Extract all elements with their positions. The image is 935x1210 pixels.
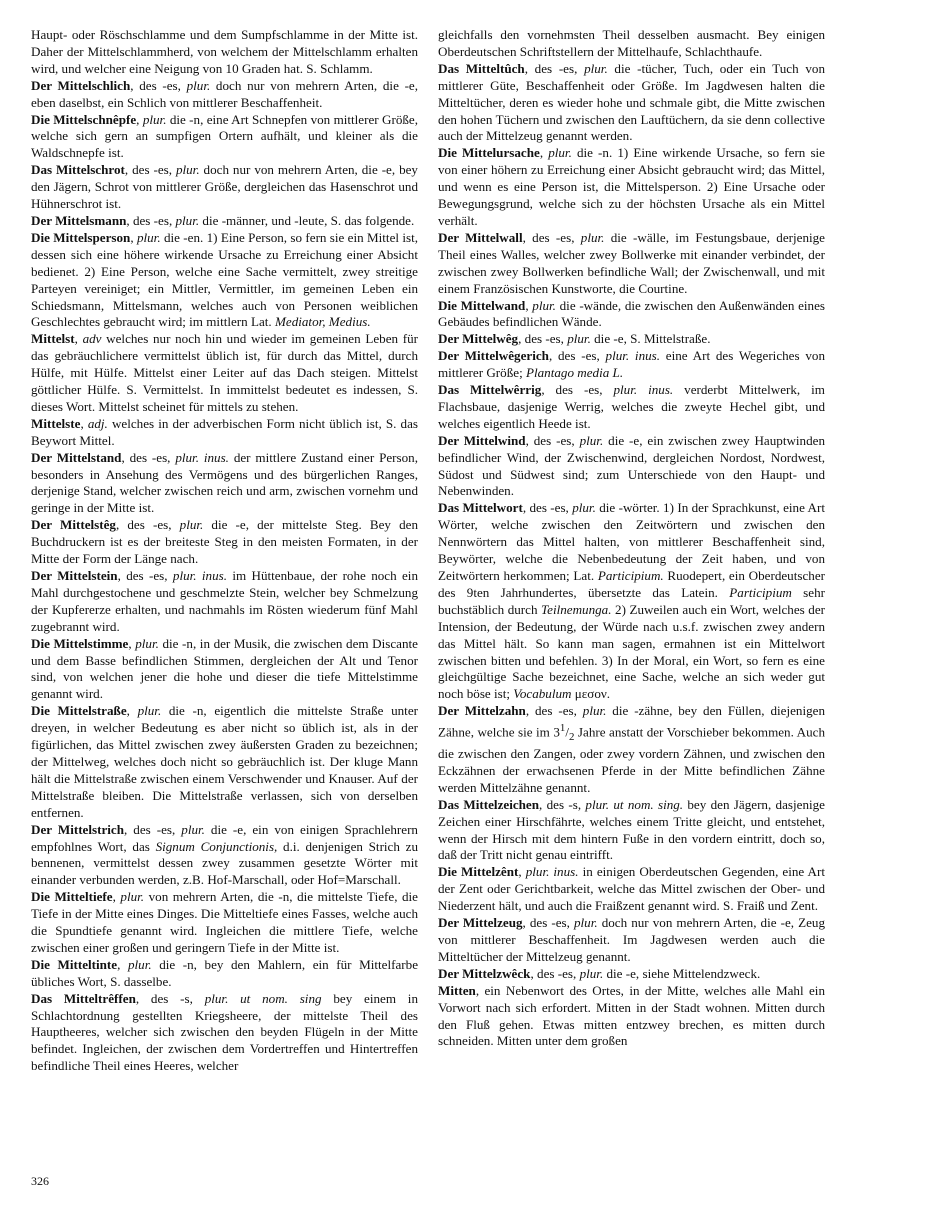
entry-text: die -e, ein zwischen zwey Hauptwinden befindlicher Wind, der Zwischenwind, dergleichen Nordost, Nordwest, Südost und Südwest sind; zum Unterschiede von den Haupt- und Nebenwinden. — [438, 432, 825, 499]
entry-text: , des -s, — [539, 796, 586, 812]
entry-text: , des -es, — [524, 60, 585, 76]
dictionary-entry — [438, 27, 825, 61]
entry-text: , — [525, 297, 533, 313]
entry-text: , des -es, — [522, 915, 574, 931]
entry-headword: Das Mittelzeichen — [438, 796, 540, 812]
entry-text: d.i. denjenigen Strich zu bennenen, vermittelst dessen zwey zusammen gesetzte Wörter mit einander verbunden werden, z.B. Hof-Marschall, oder Hof=Marschall. — [31, 838, 418, 888]
entry-italic-text: plur. — [548, 145, 572, 161]
entry-headword: Der Mittelzahn — [438, 703, 526, 719]
entry-headword: Der Mittelstand — [31, 449, 122, 465]
entry-italic-text: plur. — [136, 229, 161, 245]
dictionary-entry — [31, 889, 418, 957]
entry-text: , des -es, — [130, 77, 187, 93]
entry-italic-text: adj. — [87, 415, 108, 431]
entry-headword: Die Mittelwand — [438, 297, 526, 313]
entry-headword: Das Mittelschrot — [31, 162, 125, 178]
entry-text: , des -es, — [548, 348, 606, 364]
entry-headword: Die Mittelursache — [438, 145, 540, 161]
entry-text: 2 — [569, 731, 575, 744]
entry-text: , des -s, — [135, 990, 205, 1006]
entry-text: , ein Nebenwort des Ortes, in der Mitte, welches alle Mahl ein Vorwort nach sich erfordert. Mitten in der Stadt wohnen. Mitten durch den Fluß gehen. Etwas mitten entzwey brechen, es mitten durch schneiden. Mitten unter dem großen — [438, 982, 825, 1049]
dictionary-entry — [31, 568, 418, 636]
entry-text: , — [539, 145, 549, 161]
entry-text: die -n. 1) Eine wirkende Ursache, so fern sie von einer höhern zu Erreichung einer Absicht gebraucht wird; das Mittel, und wenn es eine Person ist, die Mittelsperson. 2) Eine Ursache oder Bewegungsgrund, welche sich zu der höchsten Ursache als ein Mittel verhält. — [438, 145, 825, 228]
entry-text: der mittlere Zustand einer Person, besonders in Ansehung des Vermögens und des bürgerlichen Ranges, derjenige Stand, welcher zwischen reich und arm, zwischen vornehm und geringe in der Mitte ist. — [31, 449, 418, 516]
entry-italic-text: plur. — [186, 77, 211, 93]
entry-italic-text: adv — [82, 331, 102, 347]
entry-text: von mehrern Arten, die -n, die mittelste Tiefe, die Tiefe in der Mitte eines Dinges. Die Mitteltiefe eines Fasses, welche auch die Spundtiefe genannt wird. Ingleichen die mittlere Tiefe, welche zwischen einer großen und geringern Tiefe in der Mitte ist. — [31, 889, 418, 955]
entry-italic-text: plur. — [127, 956, 152, 972]
entry-italic-text: plur. inus. — [605, 348, 661, 364]
left-column — [31, 27, 418, 1075]
entry-text: μεσον. — [571, 686, 611, 702]
entry-text: die -wälle, im Festungsbaue, derjenige Theil eines Walles, welcher zwey Bollwerke mit einander verbindet, der zwischen zwey Bollwerken befindliche Wall; der Zwischenwall, und mit einem Französischen Kunstworte, die Courtine. — [438, 229, 825, 296]
entry-headword: Der Mittelzeug — [438, 915, 523, 931]
entry-italic-text: plur. ut nom. sing — [204, 990, 322, 1006]
entry-text: die -n, eigentlich die mittelste Straße unter dreyen, in welcher Bedeutung es aber nicht so üblich ist, als in der figürlichen, das Mittel zwischen zwey äußersten Graden zu bezeichnen; der Mittelweg, welches doch nicht so gebräuchlich ist. Der kluge Mann hält die Mittelstraße zwischen einem Verschwender und Knauser. Auf der Mittelstraße bleiben. Die Mittelstraße verlassen, sich von derselben entfernen. — [31, 703, 418, 820]
entry-italic-text: plur. — [580, 229, 605, 245]
entry-text: , des -es, — [115, 517, 180, 533]
dictionary-entry — [31, 957, 418, 991]
entry-text: , des -es, — [541, 382, 614, 398]
entry-headword: Der Mittelschlich — [31, 77, 131, 93]
entry-text: / — [565, 724, 569, 740]
entry-text: , des -es, — [126, 212, 176, 228]
entry-text: , — [117, 956, 128, 972]
entry-italic-text: plur. — [573, 915, 598, 931]
entry-text: 1 — [559, 722, 566, 735]
entry-text: Haupt- oder Röschschlamme und dem Sumpfschlamme in der Mitte ist. Daher der Mittelschlammherd, von welchem der Mittelschlamm erhalten wird, und welcher eine Neigung von 10 Graden hat. S. Schlamm. — [31, 27, 418, 76]
dictionary-entry — [31, 703, 418, 821]
dictionary-entry — [438, 966, 825, 983]
dictionary-entry — [31, 331, 418, 416]
entry-text: Ruodepert, ein Oberdeutscher des 9ten Jahrhundertes, übersetzte das Latein. — [438, 568, 825, 600]
dictionary-entry — [438, 298, 825, 332]
entry-italic-text: plur. inus. — [613, 382, 674, 398]
entry-italic-text: Signum Conjunctionis, — [155, 838, 278, 854]
dictionary-entry — [438, 382, 825, 433]
entry-headword: Die Mitteltiefe — [31, 889, 113, 905]
entry-text: , des -es, — [522, 500, 573, 516]
entry-text: , des -es, — [525, 703, 583, 719]
dictionary-entry — [438, 331, 825, 348]
entry-italic-text: plur. — [135, 635, 159, 651]
entry-italic-text: plur. — [572, 500, 596, 516]
entry-headword: Der Mittelwind — [438, 432, 526, 448]
entry-text: die -e, siehe Mittelendzweck. — [603, 965, 761, 981]
dictionary-entry — [31, 162, 418, 213]
page-number: 326 — [31, 1174, 49, 1188]
dictionary-entry — [438, 348, 825, 382]
entry-italic-text: Plantago media L. — [526, 365, 624, 381]
entry-italic-text: plur. — [582, 703, 607, 719]
entry-italic-text: plur. — [579, 432, 604, 448]
dictionary-entry — [31, 636, 418, 704]
entry-text: , — [128, 635, 136, 651]
entry-italic-text: plur. — [137, 703, 162, 719]
entry-text: , — [126, 703, 138, 719]
entry-text: , — [130, 229, 137, 245]
entry-text: , des -es, — [522, 229, 581, 245]
dictionary-entry — [438, 797, 825, 865]
entry-text: , — [112, 889, 121, 905]
entry-italic-text: Vocabulum — [513, 686, 572, 702]
entry-text: , des -es, — [525, 432, 580, 448]
dictionary-entry — [438, 703, 825, 797]
entry-italic-text: plur. — [175, 162, 200, 178]
entry-text: die -wörter. 1) In der Sprachkunst, eine Art Wörter, welche zwischen den Zeitwörtern und zwischen den Nennwörtern das Mittel halten, von mittlerer Beschaffenheit sind, Beywörter, welche die Nebenbedeutung der Zeit haben, und von Zeitwörtern herkommen; Lat. — [438, 500, 825, 583]
entry-text: die -n, in der Musik, die zwischen dem Discante und dem Basse befindlichen Stimmen, dergleichen der Alt und Tenor sind, von welchen jener die hohe und dieser die tiefe Mittelstimme genannt wird. — [31, 635, 418, 702]
entry-text: die -en. 1) Eine Person, so fern sie ein Mittel ist, dessen sich eine höhere wirkende Ursache zu Erreichung einer Absicht bedienet. 2) Eine Person, welche eine Sache vermittelt, zwey streitige Parteyen vereiniget; ein Mittler, Vermittler, im gemeinen Leben ein Schiedsmann, Mittelsmann, welches auch von Personen weiblichen Geschlechtes gebraucht wird; im mittlern Lat. — [31, 229, 418, 330]
dictionary-entry — [31, 991, 418, 1076]
dictionary-entry — [31, 517, 418, 568]
entry-text: die -e, S. Mittelstraße. — [590, 331, 711, 347]
entry-text: die -e, ein von einigen Sprachlehrern empfohlnes Wort, das — [31, 821, 418, 854]
dictionary-entry — [31, 416, 418, 450]
entry-headword: Mitten — [438, 982, 476, 998]
entry-headword: Der Mittelwall — [438, 229, 523, 245]
entry-italic-text: plur. inus. — [172, 568, 227, 583]
entry-italic-text: plur. — [120, 889, 145, 905]
dictionary-entry — [31, 27, 418, 78]
entry-text: im Hüttenbaue, der rohe noch ein Mahl durchgestochene und geschmelzte Stein, welcher bey Schmelzung der Kupfererze erhalten, und nachmahls im Rösten wiederum fünf Mahl zugebrannt wird. — [31, 568, 418, 634]
entry-text: die -n, eine Art Schnepfen von mittlerer Größe, welche sich gern an sumpfigen Ortern aufhält, und kleiner als die Waldschnepfe ist. — [31, 111, 419, 161]
dictionary-entry — [438, 61, 825, 146]
entry-text: die -n, bey den Mahlern, ein für Mittelfarbe übliches Wort, S. dasselbe. — [31, 956, 419, 989]
entry-text: bey den Jägern, dasjenige Zeichen einer Hirschfährte, welches einem Tritte gleicht, und entstehet, wenn der Hirsch mit dem hintern Fuße in den vordern eintritt, doch so, daß der Tritt nicht genau eintrifft. — [438, 796, 825, 863]
entry-text: doch nur von mehrern Arten, die -e, Zeug von mittlerer Beschaffenheit. Im Jagdwesen werden auch die Mitteltücher der Mittelzeug genannt. — [438, 915, 825, 964]
entry-text: , des -es, — [530, 965, 580, 981]
entry-italic-text: plur. — [579, 965, 604, 981]
entry-text: doch nur von mehrern Arten, die -e, bey den Jägern, Schrot von mittlerer Größe, dergleichen das Hasenschrot und Hühnerschrot ist. — [31, 162, 418, 212]
entry-headword: Der Mittelstrich — [31, 821, 125, 837]
entry-headword: Die Mittelsperson — [31, 229, 131, 245]
dictionary-entry — [31, 450, 418, 518]
entry-headword: Der Mittelwêg — [438, 331, 519, 347]
entry-headword: Mittelst — [31, 331, 75, 347]
entry-text: , — [136, 111, 143, 127]
entry-headword: Die Mitteltinte — [31, 956, 118, 972]
dictionary-entry — [438, 983, 825, 1051]
entry-italic-text: plur. — [142, 111, 167, 127]
entry-text: verderbt Mittelwerk, im Flachsbaue, dasjenige Werrig, welches die zweyte Hechel gibt, und welches eigentlich Heede ist. — [438, 382, 825, 431]
entry-italic-text: Participium — [729, 584, 792, 600]
entry-text: gleichfalls den vornehmsten Theil desselben ausmacht. Bey einigen Oberdeutschen Schriftstellern der Mittelhaufe, Schlachthaufe. — [438, 27, 825, 59]
entry-italic-text: plur. — [567, 331, 591, 347]
entry-text: 2) Zuweilen auch ein Wort, welches der Intension, der Bedeutung, der Würde nach u.s.f. zwischen zwey andern das Mittel hält. So kann man sagen, ermahnen ist ein Mittelwort zwischen bitten und befehlen. 3) In der Moral, ein Wort, so fern es eine gleichgültige Sache bezeichnet, eine Sache, welche an sich weder gut noch böse ist; — [438, 601, 826, 702]
entry-italic-text: plur. — [179, 517, 204, 533]
entry-text: doch nur von mehrern Arten, die -e, eben daselbst, ein Schlich von mittlerer Beschaffenheit. — [31, 77, 419, 110]
entry-text: , — [74, 331, 83, 347]
entry-text: welches in der adverbischen Form nicht üblich ist, S. das Beywort Mittel. — [31, 415, 419, 448]
entry-text: welches nur noch hin und wieder im gemeinen Leben für das gebräuchlichere vermittelst üblich ist, für durch das Mittel, durch Hülfe, mit Hülfe. Mittelst einer Leiter auf das Dach steigen. Mittelst göttlicher Hülfe. S. Vermittelst. In immittelst bedeutet es indessen, S. dieses Wort. Mittelst scheinet für mittels zu stehen. — [31, 331, 419, 414]
entry-text: in einigen Oberdeutschen Gegenden, eine Art der Zent oder Gerichtbarkeit, welche das Mittel zwischen der Ober- und Niederzent hält, und auch die Fraißzent genannt wird. S. Fraiß und Zent. — [438, 864, 825, 914]
dictionary-entry — [31, 822, 418, 890]
entry-headword: Die Mittelzênt — [438, 864, 519, 880]
dictionary-entry — [438, 145, 825, 230]
entry-italic-text: plur. — [584, 60, 608, 76]
dictionary-entry — [438, 433, 825, 501]
entry-headword: Der Mittelzwêck — [438, 965, 531, 981]
entry-headword: Das Mitteltrêffen — [31, 990, 136, 1006]
dictionary-entry — [31, 230, 418, 331]
entry-headword: Der Mittelsmann — [31, 212, 127, 228]
entry-text: , — [518, 864, 526, 880]
entry-italic-text: plur. inus. — [175, 449, 229, 465]
entry-italic-text: plur. ut nom. sing. — [585, 796, 684, 812]
entry-text: die -zähne, bey den Füllen, diejenigen Zähne, welche sie im 3 — [438, 703, 825, 740]
entry-headword: Das Mittelwort — [438, 500, 523, 516]
entry-text: , des -es, — [124, 162, 176, 178]
entry-text: sehr buchstäblich durch — [438, 584, 825, 617]
entry-text: , des -es, — [124, 821, 182, 837]
entry-text: die -e, der mittelste Steg. Bey den Buchdruckern ist es der breiteste Steg in den meisten Formaten, in der Mitte der Form der Länge nach. — [31, 517, 419, 567]
entry-headword: Mittelste — [31, 415, 81, 431]
entry-italic-text: Participium. — [597, 568, 664, 583]
entry-italic-text: Teilnemunga. — [541, 601, 612, 617]
dictionary-entry — [438, 500, 825, 703]
entry-headword: Die Mittelschnêpfe — [31, 111, 137, 127]
entry-text: bey einem in Schlachtordnung gestellten Kriegsheere, der mittelste Theil des Hauptheeres, welcher sich zwischen den beyden Flügeln in der Mitte befindet. Ingleichen, der zwischen dem Vordertreffen und Hintertreffen befindliche Theil eines Heeres, welcher — [31, 990, 418, 1074]
dictionary-entry — [31, 213, 418, 230]
entry-italic-text: plur. — [175, 212, 200, 228]
entry-headword: Die Mittelstimme — [31, 635, 129, 651]
entry-headword: Das Mitteltûch — [438, 60, 525, 76]
dictionary-entry — [31, 112, 418, 163]
entry-italic-text: plur. — [532, 297, 556, 313]
entry-text: , des -es, — [117, 568, 173, 583]
entry-italic-text: Mediator, Medius. — [274, 314, 371, 330]
entry-text: , des -es, — [121, 449, 176, 465]
entry-text: eine Art des Wegeriches von mittlerer Größe; — [438, 348, 825, 381]
entry-italic-text: plur. — [181, 821, 205, 837]
dictionary-entry — [31, 78, 418, 112]
entry-text: die -männer, und -leute, S. das folgende. — [199, 212, 415, 228]
dictionary-entry — [438, 915, 825, 966]
entry-headword: Der Mittelstêg — [31, 517, 116, 533]
entry-headword: Der Mittelstein — [31, 568, 118, 583]
entry-headword: Die Mittelstraße — [31, 703, 127, 719]
entry-text: die -wände, die zwischen den Außenwänden eines Gebäudes befindlichen Wände. — [438, 297, 825, 330]
entry-text: Jahre anstatt der Vorschieber bekommen. Auch die zwischen den Zangen, oder zwey vordern Zähnen, und zwischen den Eckzähnen der erwachsenen Pferde in der Mitte befindlichen Zähne werden Mittelzähne genannt. — [438, 724, 825, 795]
entry-headword: Das Mittelwêrrig — [438, 382, 542, 398]
entry-headword: Der Mittelwêgerich — [438, 348, 549, 364]
right-column — [438, 27, 825, 1050]
dictionary-entry — [438, 864, 825, 915]
entry-text: , — [80, 415, 88, 431]
entry-text: , des -es, — [518, 331, 568, 347]
dictionary-entry — [438, 230, 825, 298]
entry-italic-text: plur. inus. — [525, 864, 579, 880]
entry-text: die -tücher, Tuch, oder ein Tuch von mittlerer Güte, Beschaffenheit oder Größe. Im Jagdwesen halten die Mitteltücher, deren es wieder hohe und schmale gibt, die Mitte zwischen den hohen Tüchern und zwischen den Lauftüchern, da sie denn collective auch der Mittelzeug genannt werden. — [438, 60, 825, 144]
